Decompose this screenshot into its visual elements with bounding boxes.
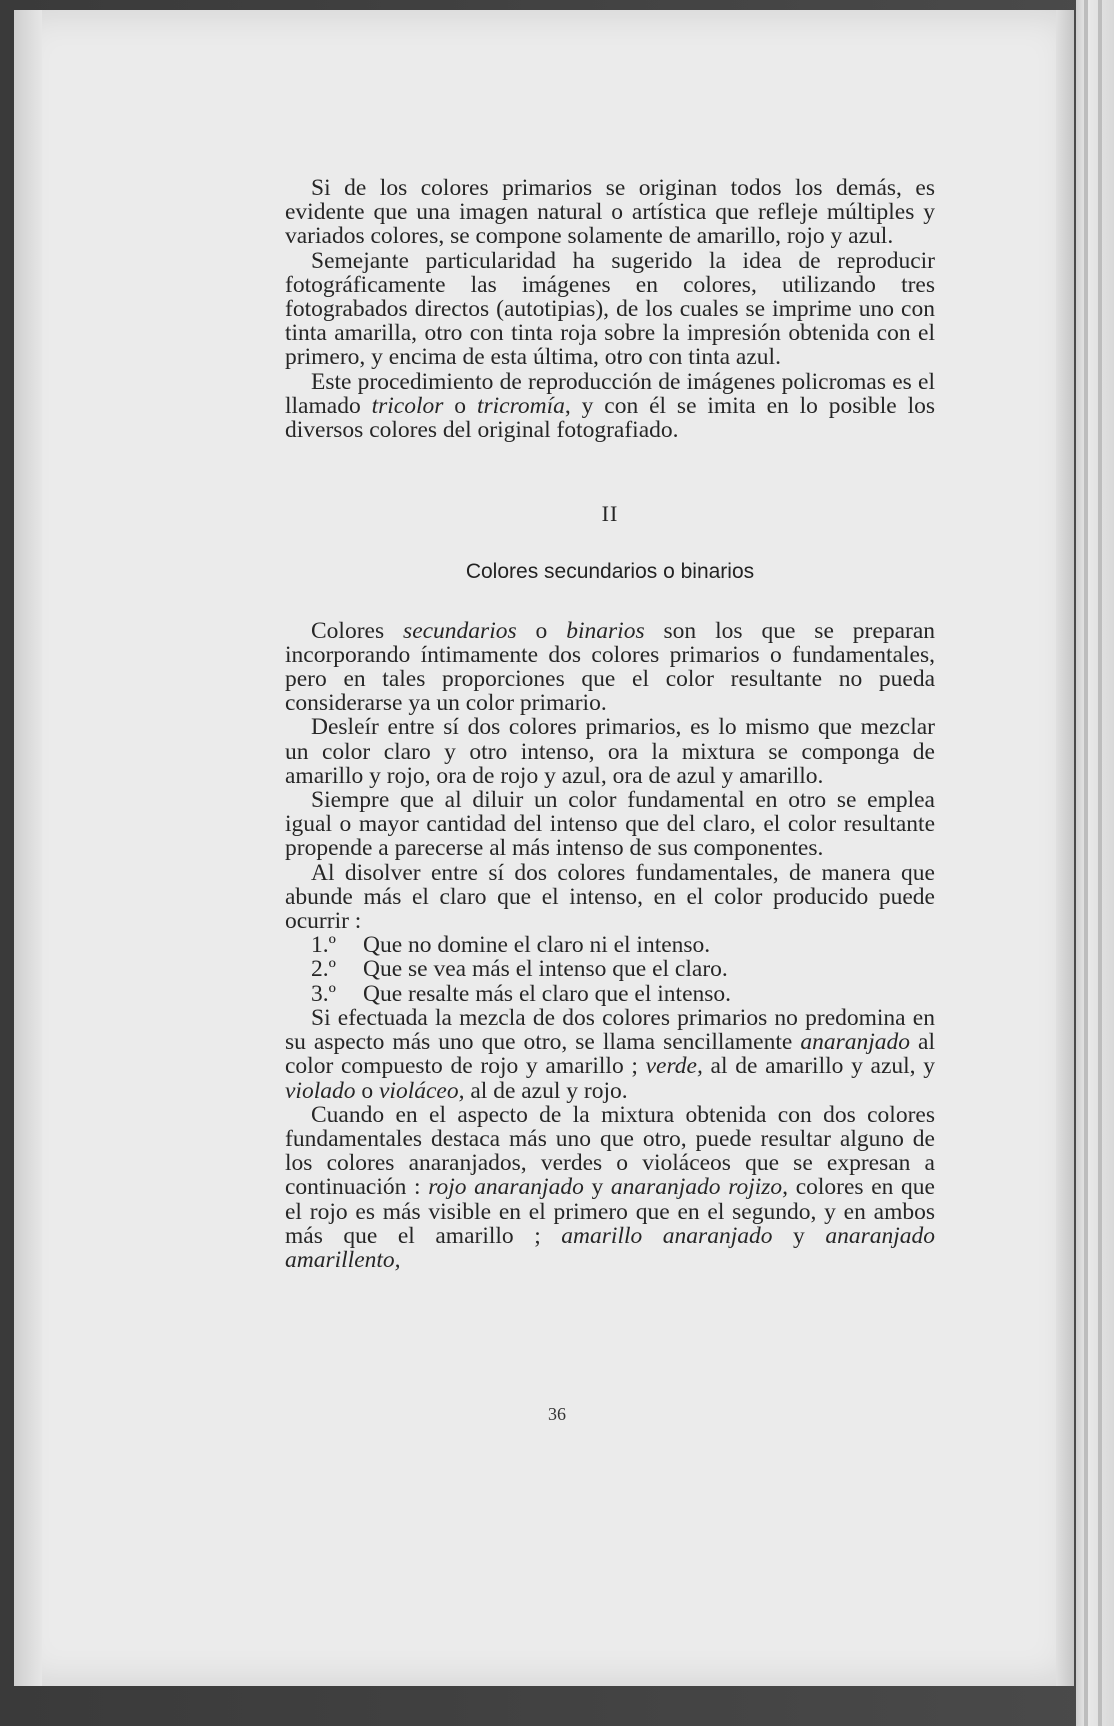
- page-number: 36: [548, 1404, 566, 1424]
- paragraph: [285, 619, 935, 716]
- italic-term: tricromía: [476, 392, 565, 419]
- text-run: al color compuesto de rojo y amarillo ;: [285, 1029, 936, 1080]
- paragraph: Si de los colores primarios se originan todos los demás, es evidente que una imagen natural o artística que refleje múltiples y variados colores, se compone solamente de amarillo, rojo y azul.: [285, 175, 935, 250]
- list-text: Que no domine el claro ni el intenso.: [363, 932, 711, 959]
- section-title: Colores secundarios o binarios: [465, 560, 755, 584]
- italic-term: binarios: [566, 617, 645, 644]
- paragraph: Semejante particularidad ha sugerido la idea de reproducir fotográficamente las imágenes en colores, utilizando tres fotograbados directos (autotipias), de los cuales se imprime uno con tinta amarilla, otro con tinta roja sobre la impresión obtenida con el primero, y encima de esta última, otro con tinta azul.: [285, 247, 935, 371]
- italic-term: violado: [285, 1077, 356, 1104]
- text-run: colores en que el rojo es más visible en el primero que en el segundo, y en ambos más que el amarillo ;: [285, 1174, 935, 1249]
- paragraph: Al disolver entre sí dos colores fundamentales, de manera que abunde más el claro que el intenso, en el color producido puede ocurrir :: [285, 859, 935, 935]
- paragraph: Desleír entre sí dos colores primarios, es lo mismo que mezclar un color claro y otro intenso, ora la mixtura se componga de amarillo y rojo, ora de rojo y azul, ora de azul y amarillo.: [285, 714, 935, 789]
- list-number: 3.º: [311, 980, 336, 1007]
- text-run: y: [583, 1174, 611, 1201]
- paragraph: [285, 1103, 935, 1272]
- text-run: Este procedimiento de reproducción de imágenes policromas es el llamado: [285, 368, 935, 419]
- text-run: al de amarillo y azul, y: [702, 1053, 935, 1080]
- text-run: Colores: [311, 617, 404, 644]
- text-run: Si efectuada la mezcla de dos colores primarios no predomina en su aspecto más uno que otro, se llama sencillamente: [285, 1004, 935, 1056]
- text-run: o: [355, 1077, 379, 1104]
- italic-term: amarillo anaranjado: [561, 1222, 773, 1249]
- page-edge-strip: [1098, 0, 1102, 1726]
- list-number: 1.º: [311, 932, 336, 959]
- italic-term: anaranjado rojizo,: [610, 1174, 789, 1201]
- text-run: al de azul y rojo.: [464, 1077, 628, 1104]
- text-run: son los que se preparan incorporando íntimamente dos colores primarios o fundamentales, pero en tales proporciones que el color resultante no pueda considerarse ya un color primario.: [285, 617, 936, 717]
- list-text: Que se vea más el intenso que el claro.: [363, 956, 728, 983]
- list-text: Que resalte más el claro que el intenso.: [363, 980, 732, 1007]
- list-item: [285, 957, 935, 981]
- italic-term: tricolor: [371, 392, 444, 419]
- paragraph: Siempre que al diluir un color fundamental en otro se emplea igual o mayor cantidad del intenso que del claro, el color resultante propende a parecerse al más intenso de sus componentes.: [285, 787, 935, 862]
- page-edge-strip: [1084, 0, 1088, 1726]
- paragraph: [285, 370, 935, 443]
- italic-term: rojo anaranjado: [428, 1174, 584, 1201]
- text-run: o: [516, 617, 567, 644]
- next-page-edge: [1076, 0, 1114, 1726]
- text-run: Cuando en el aspecto de la mixtura obtenida con dos colores fundamentales destaca más uno que otro, puede resultar alguno de los colores anaranjados, verdes o violáceos que se expresan a continuación :: [285, 1101, 935, 1201]
- section-number: II: [601, 501, 619, 527]
- paragraph: [285, 1006, 935, 1103]
- italic-term: anaranjado amarillento,: [285, 1222, 935, 1273]
- italic-term: anaranjado: [800, 1029, 911, 1056]
- text-run: o: [443, 392, 477, 419]
- list-item: [285, 982, 935, 1006]
- italic-term: violáceo,: [379, 1077, 465, 1104]
- list-item: [285, 933, 935, 957]
- italic-term: verde,: [645, 1053, 703, 1080]
- italic-term: secundarios: [403, 617, 517, 644]
- list-number: 2.º: [311, 956, 336, 983]
- text-run: , y con él se imita en lo posible los diversos colores del original fotografiado.: [285, 392, 936, 444]
- page-text: [285, 176, 935, 1272]
- text-run: y: [772, 1222, 826, 1249]
